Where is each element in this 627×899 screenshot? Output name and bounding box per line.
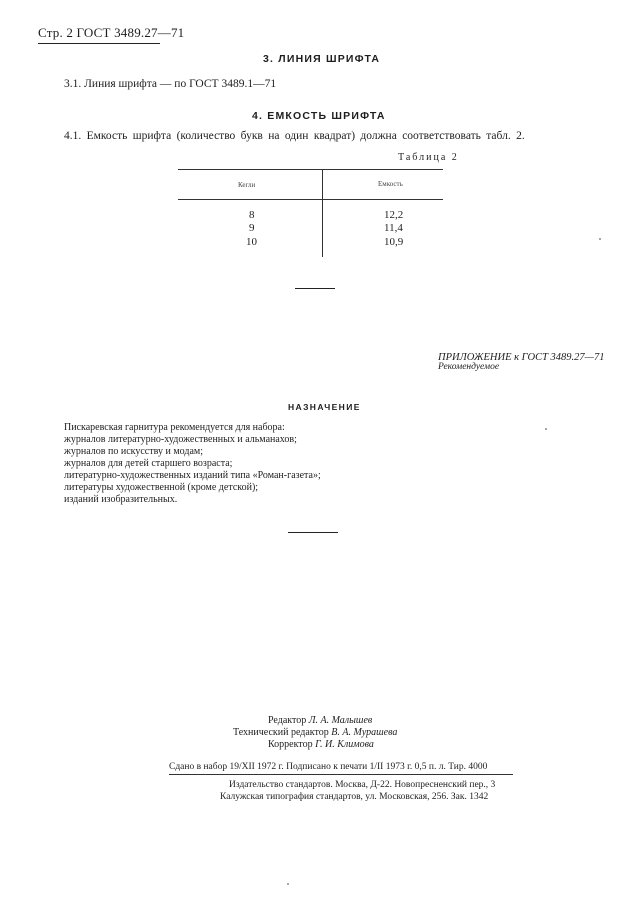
print-speck — [545, 428, 547, 430]
table-top-rule — [178, 169, 443, 170]
section-4-title: 4. ЕМКОСТЬ ШРИФТА — [252, 110, 386, 122]
section-4-paragraph: 4.1. Емкость шрифта (количество букв на один квадрат) должна соответствовать табл. 2. — [64, 130, 525, 142]
purpose-line: журналов по искусству и модам; — [64, 446, 204, 457]
table-cell-size: 10 — [246, 236, 257, 248]
credit-name: В. А. Мурашева — [331, 727, 398, 738]
credit-name: Г. И. Климова — [315, 739, 374, 750]
credit-name: Л. А. Малышев — [308, 715, 373, 726]
table-cell-capacity: 10,9 — [384, 236, 404, 248]
credit-corrector — [268, 739, 374, 750]
credit-label: Корректор — [268, 739, 313, 750]
section-3-title: 3. ЛИНИЯ ШРИФТА — [263, 53, 381, 65]
table-cell-size: 8 — [249, 209, 255, 221]
imprint-line: Издательство стандартов. Москва, Д-22. Новопресненский пер., 3 — [229, 780, 496, 790]
purpose-line: журналов для детей старшего возраста; — [64, 458, 233, 469]
purpose-line: литературы художественной (кроме детской); — [64, 482, 259, 493]
table-header-cell: Емкость — [378, 180, 403, 188]
purpose-line: Пискаревская гарнитура рекомендуется для набора: — [64, 422, 285, 433]
purpose-line: литературно-художественных изданий типа «Роман-газета»; — [64, 470, 321, 481]
appendix-subtitle: Рекомендуемое — [438, 362, 500, 372]
imprint-rule — [169, 774, 513, 775]
print-speck — [287, 883, 289, 885]
header-underline — [38, 43, 160, 44]
imprint-line: Сдано в набор 19/XII 1972 г. Подписано к печати 1/II 1973 г. 0,5 п. л. Тир. 4000 — [169, 762, 488, 772]
table-header-rule — [178, 199, 443, 200]
table-cell-size: 9 — [249, 222, 255, 234]
credit-label: Технический редактор — [233, 727, 329, 738]
credit-editor — [268, 715, 372, 726]
print-speck — [599, 238, 601, 240]
section-separator — [288, 532, 338, 533]
section-3-paragraph: 3.1. Линия шрифта — по ГОСТ 3489.1—71 — [64, 78, 277, 90]
appendix-title: ПРИЛОЖЕНИЕ к ГОСТ 3489.27—71 — [438, 352, 605, 363]
table-caption: Таблица 2 — [398, 152, 459, 163]
purpose-line: изданий изобразительных. — [64, 494, 178, 505]
table-header-cell: Кегли — [238, 181, 256, 189]
purpose-title: НАЗНАЧЕНИЕ — [288, 402, 361, 412]
purpose-line: журналов литературно-художественных и альманахов; — [64, 434, 297, 445]
table-cell-capacity: 11,4 — [384, 222, 403, 234]
imprint-line: Калужская типография стандартов, ул. Московская, 256. Зак. 1342 — [220, 792, 489, 802]
credit-tech-editor — [233, 727, 397, 738]
table-column-divider — [322, 169, 323, 257]
section-separator — [295, 288, 335, 289]
table-cell-capacity: 12,2 — [384, 209, 404, 221]
credit-label: Редактор — [268, 715, 307, 726]
page-header: Стр. 2 ГОСТ 3489.27—71 — [38, 25, 185, 40]
